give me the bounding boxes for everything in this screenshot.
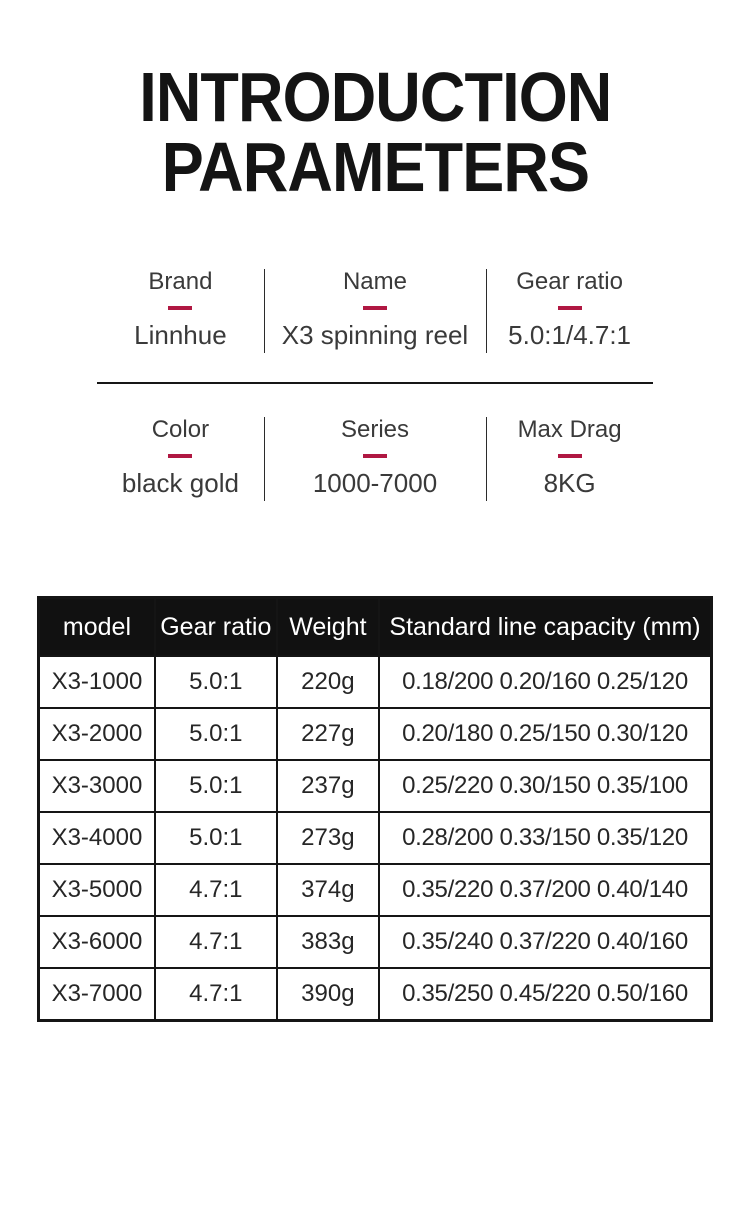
spec-label-series: Series bbox=[340, 416, 409, 443]
cell-line-capacity: 0.25/220 0.30/150 0.35/100 bbox=[379, 760, 711, 812]
table-row bbox=[39, 760, 712, 812]
table-row bbox=[39, 864, 712, 916]
cell-line-capacity: 0.18/200 0.20/160 0.25/120 bbox=[379, 656, 711, 708]
cell-weight: 273g bbox=[277, 812, 379, 864]
cell-model: X3-5000 bbox=[39, 864, 155, 916]
cell-model: X3-3000 bbox=[39, 760, 155, 812]
title-line-1: INTRODUCTION bbox=[138, 58, 612, 136]
accent-dash bbox=[363, 454, 387, 458]
accent-dash bbox=[168, 306, 192, 310]
cell-model: X3-1000 bbox=[39, 656, 155, 708]
table-row bbox=[39, 708, 712, 760]
table-row bbox=[39, 968, 712, 1021]
spec-value-max-drag: 8KG bbox=[543, 468, 596, 498]
table-header bbox=[39, 598, 712, 657]
accent-dash bbox=[363, 306, 387, 310]
spec-value-gear-ratio: 5.0:1/4.7:1 bbox=[508, 320, 632, 350]
cell-line-capacity: 0.35/220 0.37/200 0.40/140 bbox=[379, 864, 711, 916]
cell-model: X3-2000 bbox=[39, 708, 155, 760]
accent-dash bbox=[558, 454, 582, 458]
table-row bbox=[39, 916, 712, 968]
cell-gear-ratio: 4.7:1 bbox=[155, 968, 277, 1021]
spec-row-2 bbox=[97, 414, 653, 504]
spec-value-series: 1000-7000 bbox=[312, 468, 438, 498]
specs-section bbox=[97, 266, 653, 504]
spec-name bbox=[264, 266, 486, 356]
cell-line-capacity: 0.35/250 0.45/220 0.50/160 bbox=[379, 968, 711, 1021]
spec-value-color: black gold bbox=[121, 468, 239, 498]
accent-dash bbox=[168, 454, 192, 458]
parameters-table bbox=[37, 596, 713, 1022]
cell-line-capacity: 0.35/240 0.37/220 0.40/160 bbox=[379, 916, 711, 968]
cell-weight: 390g bbox=[277, 968, 379, 1021]
cell-gear-ratio: 5.0:1 bbox=[155, 708, 277, 760]
accent-dash bbox=[558, 306, 582, 310]
cell-gear-ratio: 4.7:1 bbox=[155, 864, 277, 916]
spec-label-brand: Brand bbox=[148, 268, 213, 295]
cell-weight: 374g bbox=[277, 864, 379, 916]
cell-weight: 383g bbox=[277, 916, 379, 968]
spec-label-max-drag: Max Drag bbox=[517, 416, 622, 443]
spec-value-brand: Linnhue bbox=[134, 320, 227, 350]
cell-gear-ratio: 4.7:1 bbox=[155, 916, 277, 968]
spec-value-name: X3 spinning reel bbox=[281, 320, 469, 350]
table-row bbox=[39, 812, 712, 864]
spec-brand bbox=[97, 266, 264, 356]
cell-model: X3-4000 bbox=[39, 812, 155, 864]
spec-series bbox=[264, 414, 486, 504]
table-row bbox=[39, 656, 712, 708]
cell-gear-ratio: 5.0:1 bbox=[155, 812, 277, 864]
title-line-2: PARAMETERS bbox=[161, 128, 589, 206]
cell-gear-ratio: 5.0:1 bbox=[155, 656, 277, 708]
spec-color bbox=[97, 414, 264, 504]
spec-max-drag bbox=[486, 414, 653, 504]
product-spec-page bbox=[0, 58, 750, 1022]
header-line-capacity: Standard line capacity (mm) bbox=[379, 598, 711, 657]
cell-weight: 220g bbox=[277, 656, 379, 708]
cell-line-capacity: 0.20/180 0.25/150 0.30/120 bbox=[379, 708, 711, 760]
table-header-row bbox=[39, 598, 712, 657]
cell-model: X3-7000 bbox=[39, 968, 155, 1021]
cell-weight: 227g bbox=[277, 708, 379, 760]
spec-label-gear-ratio: Gear ratio bbox=[516, 268, 623, 295]
header-weight: Weight bbox=[277, 598, 379, 657]
horizontal-divider bbox=[97, 382, 653, 384]
page-title bbox=[0, 58, 750, 206]
header-gear-ratio: Gear ratio bbox=[155, 598, 277, 657]
header-model: model bbox=[39, 598, 155, 657]
cell-line-capacity: 0.28/200 0.33/150 0.35/120 bbox=[379, 812, 711, 864]
cell-weight: 237g bbox=[277, 760, 379, 812]
cell-model: X3-6000 bbox=[39, 916, 155, 968]
table-body bbox=[39, 656, 712, 1021]
spec-gear-ratio bbox=[486, 266, 653, 356]
cell-gear-ratio: 5.0:1 bbox=[155, 760, 277, 812]
spec-row-1 bbox=[97, 266, 653, 356]
spec-label-name: Name bbox=[342, 268, 407, 295]
spec-label-color: Color bbox=[151, 416, 210, 443]
